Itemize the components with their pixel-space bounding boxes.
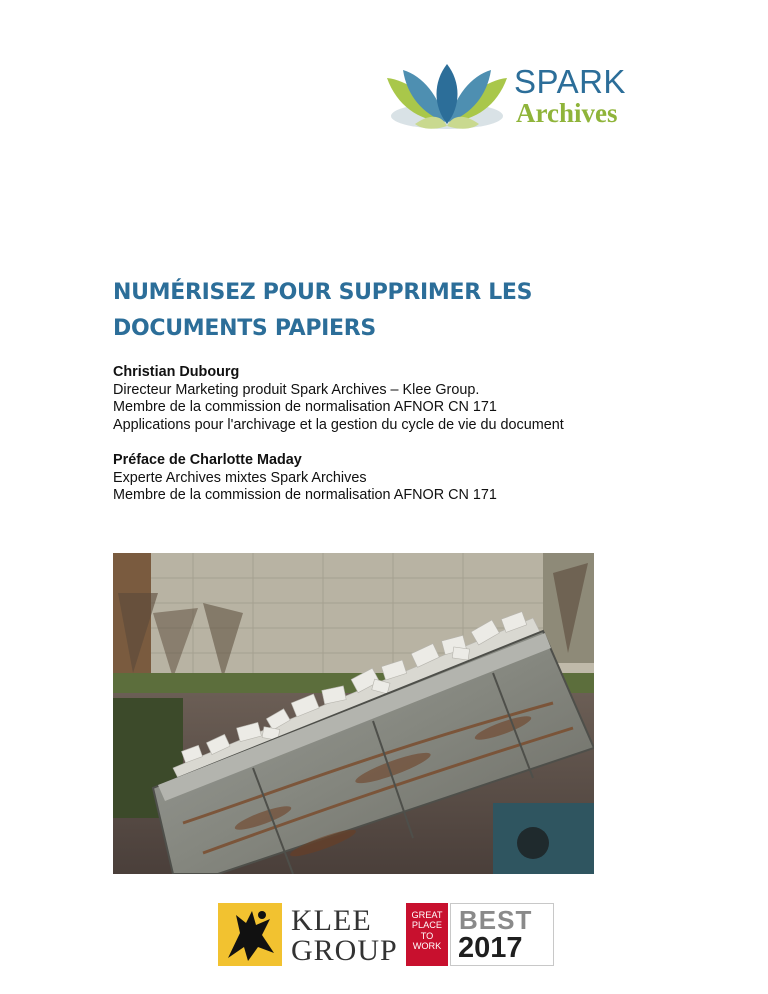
preface-block	[113, 452, 497, 505]
author-commission-topic: Applications pour l'archivage et la gestion du cycle de vie du document	[113, 416, 564, 433]
preface-author-role: Experte Archives mixtes Spark Archives	[113, 469, 367, 486]
brand-name-spark: SPARK	[514, 63, 626, 100]
klee-wordmark-line-2: GROUP	[291, 934, 398, 967]
brand-name-archives: Archives	[516, 98, 618, 128]
great-place-to-work-badge	[406, 903, 448, 966]
gptw-line-2: PLACE	[411, 920, 443, 931]
lotus-icon	[385, 62, 510, 132]
title-line-2: DOCUMENTS PAPIERS	[113, 316, 376, 341]
gptw-line-1: GREAT	[411, 910, 443, 920]
spark-archives-logo	[385, 62, 635, 132]
footer-logos	[218, 900, 558, 968]
klee-group-wordmark	[291, 906, 398, 966]
preface-author-name: Préface de Charlotte Maday	[113, 452, 302, 468]
document-title	[113, 275, 673, 347]
award-year: 2017	[458, 932, 523, 964]
title-line-1: NUMÉRISEZ POUR SUPPRIMER LES	[113, 280, 533, 305]
klee-wordmark-line-1: KLEE	[291, 904, 372, 937]
author-role: Directeur Marketing produit Spark Archives – Klee Group.	[113, 381, 480, 398]
best-label: BEST	[459, 905, 533, 935]
cover-photo-dumpster	[113, 553, 594, 874]
author-block	[113, 364, 564, 434]
klee-group-logo-mark	[218, 903, 282, 966]
preface-author-membership: Membre de la commission de normalisation AFNOR CN 171	[113, 487, 497, 503]
author-name: Christian Dubourg	[113, 364, 240, 380]
gptw-line-3: TO	[420, 930, 434, 941]
author-membership: Membre de la commission de normalisation AFNOR CN 171	[113, 399, 497, 415]
best-2017-badge	[450, 903, 554, 966]
gptw-line-4: WORK	[412, 941, 442, 952]
